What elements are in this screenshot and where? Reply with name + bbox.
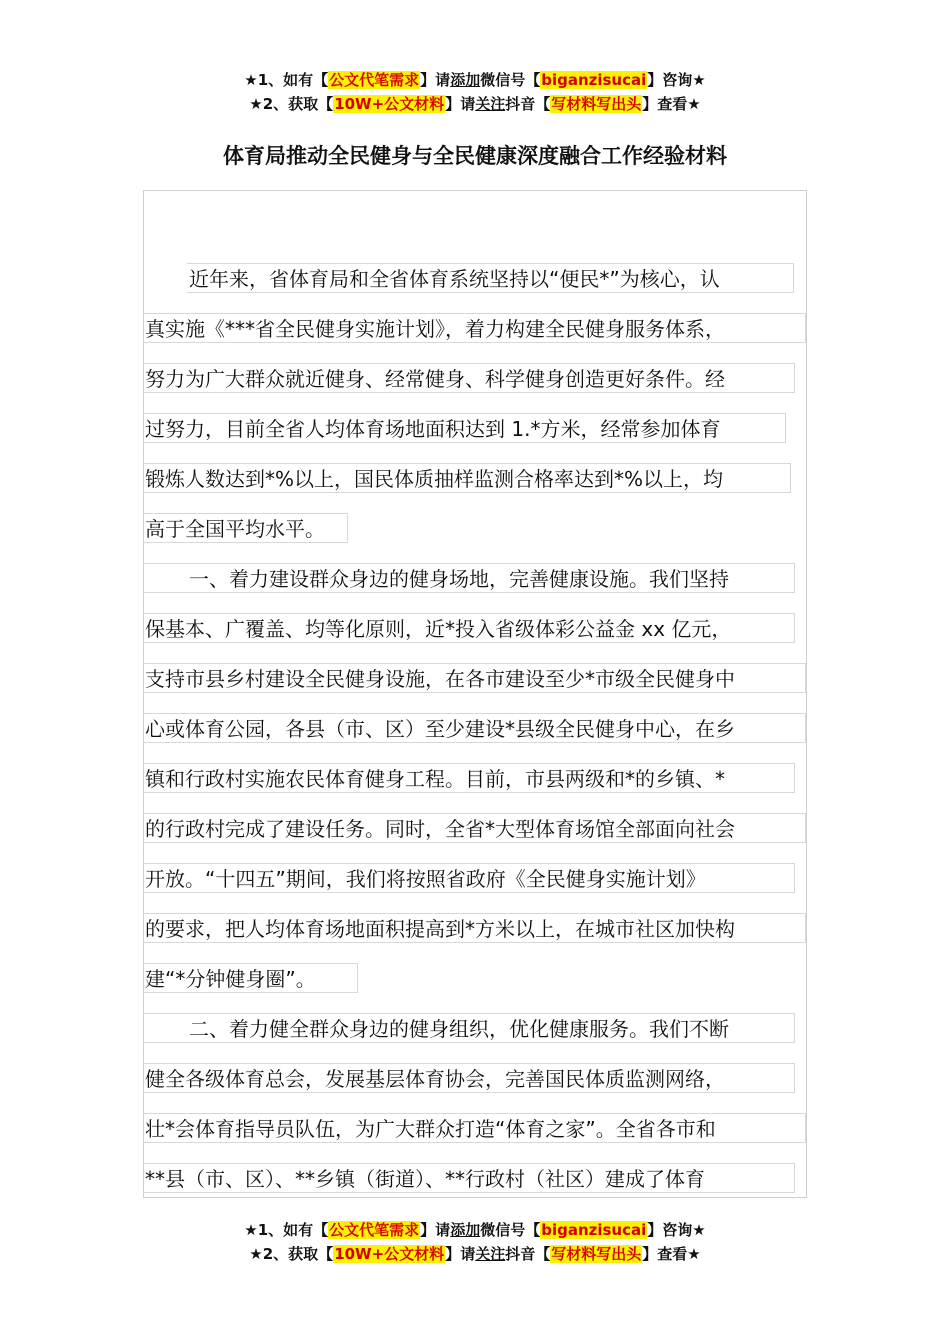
body-line: 保基本、广覆盖、均等化原则，近*投入省级体彩公益金 xx 亿元， — [143, 613, 795, 643]
banner-line-1 — [0, 68, 950, 92]
banner-text: 】查看★ — [642, 95, 701, 113]
body-line: 高于全国平均水平。 — [143, 513, 348, 543]
banner-text: ★1、如有【 — [244, 1221, 329, 1239]
banner-text: ★1、如有【 — [244, 71, 329, 89]
banner-text: ★2、获取【 — [249, 1245, 334, 1263]
banner-line-2 — [0, 1242, 950, 1266]
document-title: 体育局推动全民健身与全民健康深度融合工作经验材料 — [223, 144, 727, 168]
body-line: 开放。“十四五”期间，我们将按照省政府《全民健身实施计划》 — [143, 863, 795, 893]
body-line: **县（市、区）、**乡镇（街道）、**行政村（社区）建成了体育 — [143, 1163, 795, 1193]
banner-text: 】查看★ — [642, 1245, 701, 1263]
banner-text: 】请 — [420, 71, 451, 89]
banner-text: 】咨询★ — [647, 1221, 706, 1239]
banner-emphasis: 关注 — [475, 95, 506, 113]
body-line: 的行政村完成了建设任务。同时，全省*大型体育场馆全部面向社会 — [143, 813, 806, 843]
bottom-banner — [0, 1218, 950, 1266]
banner-text: 抖音【 — [505, 95, 551, 113]
body-line: 锻炼人数达到*%以上，国民体质抽样监测合格率达到*%以上，均 — [143, 463, 791, 493]
body-line: 建“*分钟健身圈”。 — [143, 963, 358, 993]
banner-emphasis: 添加 — [450, 71, 481, 89]
banner-line-1 — [0, 1218, 950, 1242]
banner-text: 】请 — [445, 95, 476, 113]
body-line: 镇和行政村实施农民体育健身工程。目前，市县两级和*的乡镇、* — [143, 763, 795, 793]
banner-text: 微信号【 — [480, 71, 541, 89]
body-line: 健全各级体育总会，发展基层体育协会，完善国民体质监测网络， — [143, 1063, 795, 1093]
banner-highlight: 10W+公文材料 — [334, 95, 445, 113]
banner-text: 抖音【 — [505, 1245, 551, 1263]
wechat-id: biganzisucai — [541, 1221, 647, 1239]
body-line: 近年来，省体育局和全省体育系统坚持以“便民*”为核心，认 — [187, 263, 794, 293]
body-line: 过努力，目前全省人均体育场地面积达到 1.*方米，经常参加体育 — [143, 413, 786, 443]
banner-emphasis: 关注 — [475, 1245, 506, 1263]
body-line: 壮*会体育指导员队伍，为广大群众打造“体育之家”。全省各市和 — [143, 1113, 806, 1143]
top-banner — [0, 68, 950, 116]
banner-highlight: 10W+公文材料 — [334, 1245, 445, 1263]
banner-highlight: 公文代笔需求 — [329, 71, 420, 89]
body-line: 一、着力建设群众身边的健身场地，完善健康设施。我们坚持 — [143, 563, 795, 593]
banner-text: ★2、获取【 — [249, 95, 334, 113]
banner-text: 】请 — [420, 1221, 451, 1239]
banner-text: 】请 — [445, 1245, 476, 1263]
douyin-account: 写材料写出头 — [551, 1245, 642, 1263]
body-line: 支持市县乡村建设全民健身设施，在各市建设至少*市级全民健身中 — [143, 663, 806, 693]
body-line: 心或体育公园，各县（市、区）至少建设*县级全民健身中心，在乡 — [143, 713, 806, 743]
body-line: 的要求，把人均体育场地面积提高到*方米以上，在城市社区加快构 — [143, 913, 806, 943]
banner-text: 微信号【 — [480, 1221, 541, 1239]
douyin-account: 写材料写出头 — [551, 95, 642, 113]
body-line: 努力为广大群众就近健身、经常健身、科学健身创造更好条件。经 — [143, 363, 795, 393]
banner-highlight: 公文代笔需求 — [329, 1221, 420, 1239]
banner-text: 】咨询★ — [647, 71, 706, 89]
body-line: 真实施《***省全民健身实施计划》，着力构建全民健身服务体系， — [143, 313, 806, 343]
wechat-id: biganzisucai — [541, 71, 647, 89]
banner-emphasis: 添加 — [450, 1221, 481, 1239]
body-line: 二、着力健全群众身边的健身组织，优化健康服务。我们不断 — [143, 1013, 795, 1043]
banner-line-2 — [0, 92, 950, 116]
